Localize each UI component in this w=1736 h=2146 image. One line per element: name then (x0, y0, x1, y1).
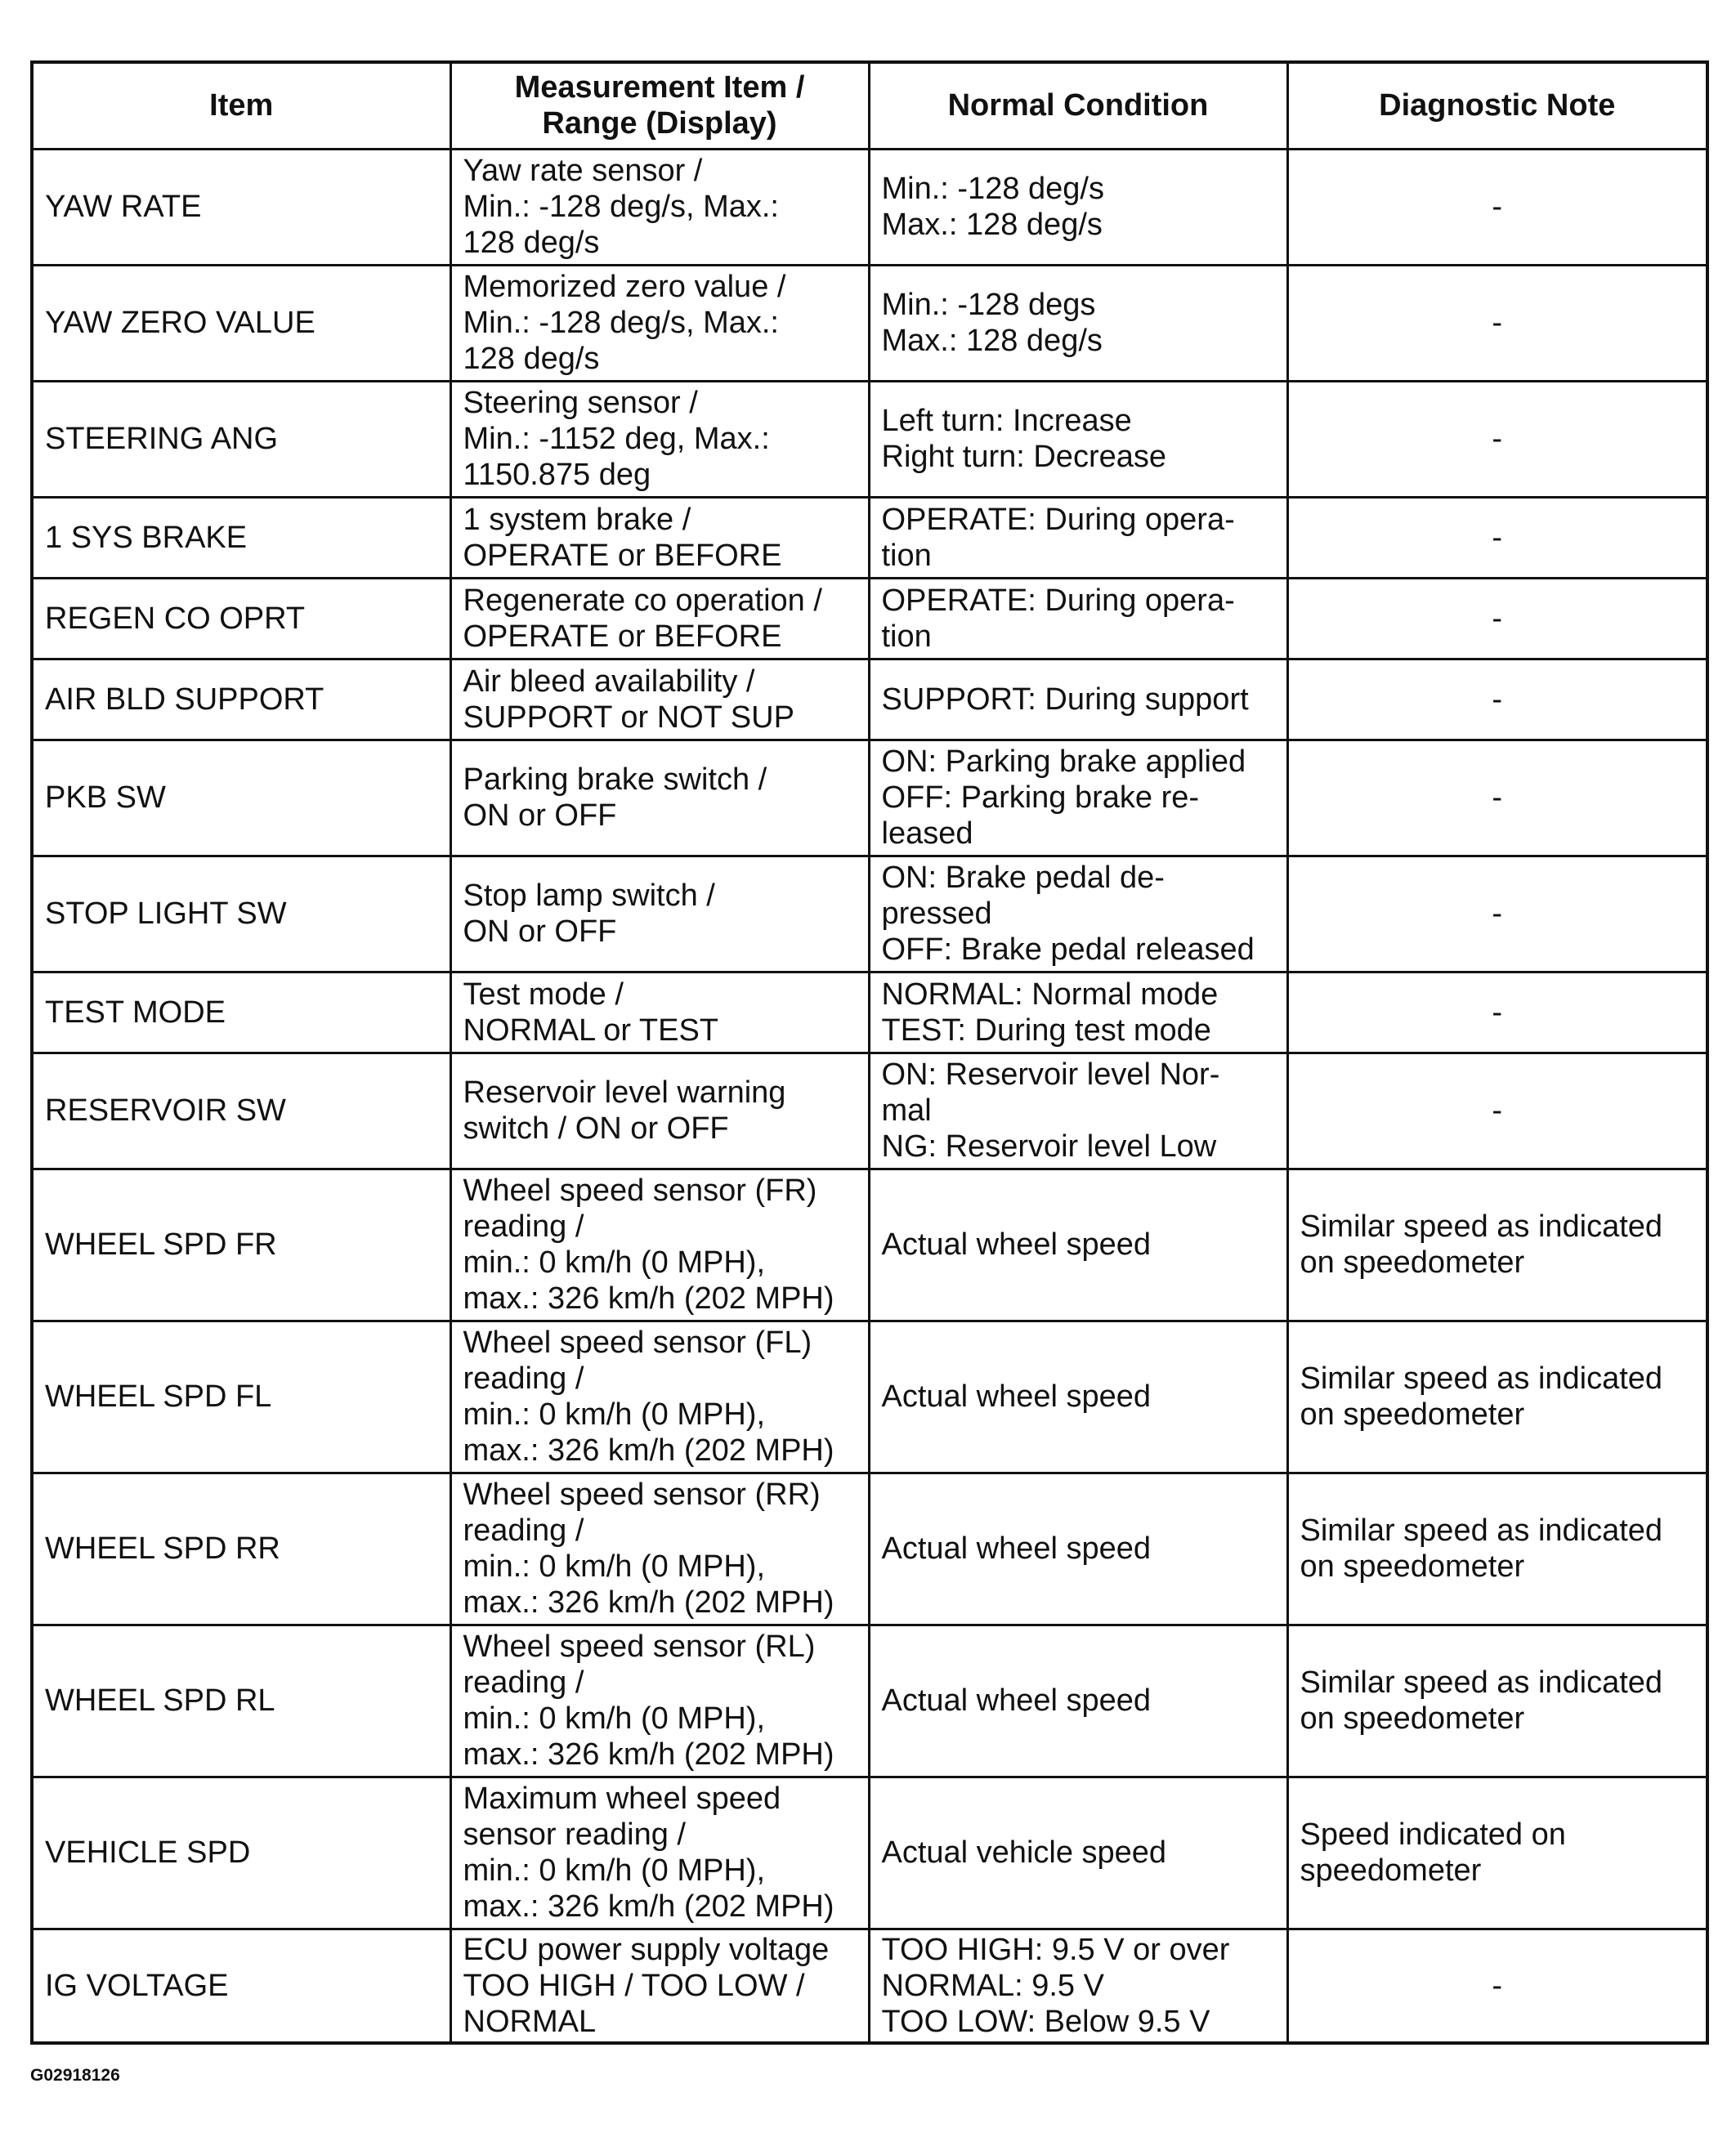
header-diagnostic-note: Diagnostic Note (1287, 62, 1707, 149)
cell-measurement (450, 381, 869, 497)
cell-item-text: WHEEL SPD RL (45, 1683, 275, 1718)
cell-measurement-text: Stop lamp switch / ON or OFF (463, 879, 715, 949)
cell-measurement-text: Memorized zero value / Min.: -128 deg/s, Max.: 128 deg/s (463, 270, 786, 376)
cell-item (32, 497, 450, 578)
cell-diagnostic-note-text: - (1492, 1093, 1503, 1128)
cell-diagnostic-note-text: - (1492, 306, 1503, 340)
cell-item-text: STOP LIGHT SW (45, 896, 287, 931)
table-row (32, 1169, 1707, 1321)
cell-item (32, 1929, 450, 2043)
cell-measurement (450, 1777, 869, 1929)
diagnostic-data-table (30, 60, 1709, 2045)
cell-item (32, 149, 450, 265)
cell-diagnostic-note-text: Similar speed as indicated on speedometer (1300, 1513, 1663, 1584)
cell-item (32, 659, 450, 740)
cell-normal-condition-text: Actual wheel speed (881, 1379, 1152, 1414)
cell-item-text: VEHICLE SPD (45, 1835, 251, 1870)
table-row (32, 1929, 1707, 2043)
cell-item (32, 265, 450, 381)
cell-item-text: PKB SW (45, 780, 166, 815)
cell-diagnostic-note-text: - (1492, 422, 1503, 456)
table-row (32, 856, 1707, 972)
cell-normal-condition-text: Min.: -128 deg/s Max.: 128 deg/s (881, 172, 1104, 242)
table-row (32, 149, 1707, 265)
cell-diagnostic-note (1287, 740, 1707, 856)
cell-item (32, 972, 450, 1053)
cell-normal-condition (869, 149, 1287, 265)
cell-diagnostic-note (1287, 578, 1707, 659)
cell-item (32, 856, 450, 972)
cell-diagnostic-note (1287, 1473, 1707, 1625)
cell-normal-condition-text: ON: Reservoir level Nor- mal NG: Reservoir level Low (881, 1057, 1220, 1164)
cell-diagnostic-note-text: Similar speed as indicated on speedometer (1300, 1665, 1663, 1736)
cell-measurement-text: Parking brake switch / ON or OFF (463, 762, 767, 833)
cell-diagnostic-note-text: - (1492, 520, 1503, 555)
cell-measurement-text: Yaw rate sensor / Min.: -128 deg/s, Max.: 128 deg/s (463, 154, 779, 260)
header-normal-condition: Normal Condition (869, 62, 1287, 149)
cell-item-text: AIR BLD SUPPORT (45, 682, 324, 717)
cell-normal-condition-text: Left turn: Increase Right turn: Decrease (881, 404, 1166, 474)
cell-item-text: WHEEL SPD RR (45, 1531, 280, 1566)
table-row (32, 659, 1707, 740)
cell-diagnostic-note-text: - (1492, 995, 1503, 1030)
cell-measurement-text: Wheel speed sensor (FR) reading / min.: 0 km/h (0 MPH), max.: 326 km/h (202 MPH) (463, 1174, 834, 1316)
table-row (32, 381, 1707, 497)
cell-measurement (450, 856, 869, 972)
cell-item-text: REGEN CO OPRT (45, 601, 306, 636)
cell-measurement (450, 1929, 869, 2043)
cell-normal-condition-text: Actual wheel speed (881, 1227, 1152, 1262)
cell-item-text: STEERING ANG (45, 422, 279, 456)
cell-normal-condition (869, 972, 1287, 1053)
cell-measurement (450, 1053, 869, 1169)
header-measurement: Measurement Item / Range (Display) (450, 62, 869, 149)
cell-diagnostic-note-text: Similar speed as indicated on speedometer (1300, 1361, 1663, 1432)
cell-normal-condition-text: TOO HIGH: 9.5 V or over NORMAL: 9.5 V TOO LOW: Below 9.5 V (881, 1932, 1230, 2039)
cell-measurement-text: Wheel speed sensor (RL) reading / min.: 0 km/h (0 MPH), max.: 326 km/h (202 MPH) (463, 1630, 834, 1772)
cell-normal-condition-text: ON: Brake pedal de- pressed OFF: Brake pedal released (881, 861, 1255, 967)
table-header-row (32, 62, 1707, 149)
cell-diagnostic-note (1287, 1777, 1707, 1929)
cell-measurement (450, 497, 869, 578)
cell-diagnostic-note-text: - (1492, 896, 1503, 931)
cell-item-text: 1 SYS BRAKE (45, 520, 248, 555)
table-row (32, 740, 1707, 856)
cell-item (32, 381, 450, 497)
cell-diagnostic-note-text: Speed indicated on speedometer (1300, 1817, 1566, 1888)
cell-normal-condition (869, 740, 1287, 856)
cell-item (32, 1169, 450, 1321)
cell-measurement (450, 972, 869, 1053)
cell-normal-condition (869, 659, 1287, 740)
cell-item (32, 1473, 450, 1625)
figure-id: G02918126 (30, 2066, 120, 2085)
cell-item (32, 1321, 450, 1473)
cell-measurement-text: 1 system brake / OPERATE or BEFORE (463, 502, 782, 573)
cell-measurement-text: Steering sensor / Min.: -1152 deg, Max.: 1150.875 deg (463, 386, 770, 492)
cell-diagnostic-note-text: - (1492, 601, 1503, 636)
cell-diagnostic-note (1287, 856, 1707, 972)
cell-measurement-text: Air bleed availability / SUPPORT or NOT SUP (463, 664, 794, 735)
cell-diagnostic-note-text: - (1492, 682, 1503, 717)
cell-measurement (450, 740, 869, 856)
cell-measurement (450, 1169, 869, 1321)
cell-measurement (450, 1625, 869, 1777)
cell-measurement-text: Wheel speed sensor (RR) reading / min.: 0 km/h (0 MPH), max.: 326 km/h (202 MPH) (463, 1478, 834, 1620)
cell-item (32, 1625, 450, 1777)
cell-normal-condition-text: Actual wheel speed (881, 1683, 1152, 1718)
cell-normal-condition (869, 497, 1287, 578)
cell-measurement (450, 265, 869, 381)
cell-diagnostic-note (1287, 972, 1707, 1053)
cell-normal-condition (869, 1929, 1287, 2043)
cell-measurement-text: Maximum wheel speed sensor reading / min.: 0 km/h (0 MPH), max.: 326 km/h (202 MPH) (463, 1782, 834, 1924)
cell-item (32, 1053, 450, 1169)
cell-diagnostic-note-text: - (1492, 780, 1503, 815)
cell-normal-condition-text: OPERATE: During opera- tion (881, 583, 1235, 654)
table-row (32, 1777, 1707, 1929)
cell-normal-condition (869, 1777, 1287, 1929)
table-row (32, 1625, 1707, 1777)
cell-diagnostic-note (1287, 659, 1707, 740)
cell-measurement (450, 149, 869, 265)
cell-normal-condition (869, 1169, 1287, 1321)
cell-normal-condition-text: NORMAL: Normal mode TEST: During test mode (881, 977, 1219, 1048)
cell-diagnostic-note (1287, 265, 1707, 381)
cell-diagnostic-note (1287, 1625, 1707, 1777)
cell-normal-condition (869, 1473, 1287, 1625)
cell-normal-condition (869, 1053, 1287, 1169)
cell-diagnostic-note (1287, 1169, 1707, 1321)
cell-item-text: WHEEL SPD FR (45, 1227, 277, 1262)
table-row (32, 1321, 1707, 1473)
cell-measurement-text: ECU power supply voltage TOO HIGH / TOO LOW / NORMAL (463, 1932, 830, 2039)
cell-diagnostic-note-text: Similar speed as indicated on speedometer (1300, 1209, 1663, 1280)
header-item: Item (32, 62, 450, 149)
cell-diagnostic-note (1287, 497, 1707, 578)
cell-normal-condition (869, 578, 1287, 659)
cell-diagnostic-note (1287, 1929, 1707, 2043)
cell-normal-condition-text: OPERATE: During opera- tion (881, 502, 1235, 573)
table-row (32, 972, 1707, 1053)
cell-normal-condition-text: Actual wheel speed (881, 1531, 1152, 1566)
cell-item (32, 578, 450, 659)
table-row (32, 1473, 1707, 1625)
cell-measurement-text: Regenerate co operation / OPERATE or BEFORE (463, 583, 822, 654)
cell-item-text: TEST MODE (45, 995, 226, 1030)
cell-normal-condition-text: SUPPORT: During support (881, 682, 1249, 717)
cell-measurement (450, 1321, 869, 1473)
cell-measurement-text: Reservoir level warning switch / ON or OFF (463, 1075, 786, 1146)
cell-normal-condition-text: Actual vehicle speed (881, 1835, 1167, 1870)
table-row (32, 265, 1707, 381)
cell-diagnostic-note-text: - (1492, 1968, 1503, 2003)
cell-item (32, 1777, 450, 1929)
cell-normal-condition (869, 856, 1287, 972)
cell-diagnostic-note (1287, 1321, 1707, 1473)
cell-item-text: RESERVOIR SW (45, 1093, 286, 1128)
cell-item-text: YAW RATE (45, 190, 202, 224)
cell-item-text: YAW ZERO VALUE (45, 306, 315, 340)
table-row (32, 1053, 1707, 1169)
cell-measurement-text: Test mode / NORMAL or TEST (463, 977, 718, 1048)
cell-measurement (450, 578, 869, 659)
cell-item-text: WHEEL SPD FL (45, 1379, 272, 1414)
cell-measurement (450, 1473, 869, 1625)
cell-normal-condition (869, 1625, 1287, 1777)
cell-normal-condition (869, 1321, 1287, 1473)
cell-measurement (450, 659, 869, 740)
cell-item (32, 740, 450, 856)
cell-measurement-text: Wheel speed sensor (FL) reading / min.: 0 km/h (0 MPH), max.: 326 km/h (202 MPH) (463, 1326, 834, 1468)
cell-item-text: IG VOLTAGE (45, 1968, 229, 2003)
cell-diagnostic-note (1287, 381, 1707, 497)
cell-normal-condition (869, 381, 1287, 497)
table-row (32, 578, 1707, 659)
cell-diagnostic-note-text: - (1492, 190, 1503, 224)
table-row (32, 497, 1707, 578)
cell-normal-condition (869, 265, 1287, 381)
cell-diagnostic-note (1287, 1053, 1707, 1169)
cell-diagnostic-note (1287, 149, 1707, 265)
cell-normal-condition-text: Min.: -128 degs Max.: 128 deg/s (881, 288, 1103, 358)
cell-normal-condition-text: ON: Parking brake applied OFF: Parking brake re- leased (881, 744, 1246, 851)
